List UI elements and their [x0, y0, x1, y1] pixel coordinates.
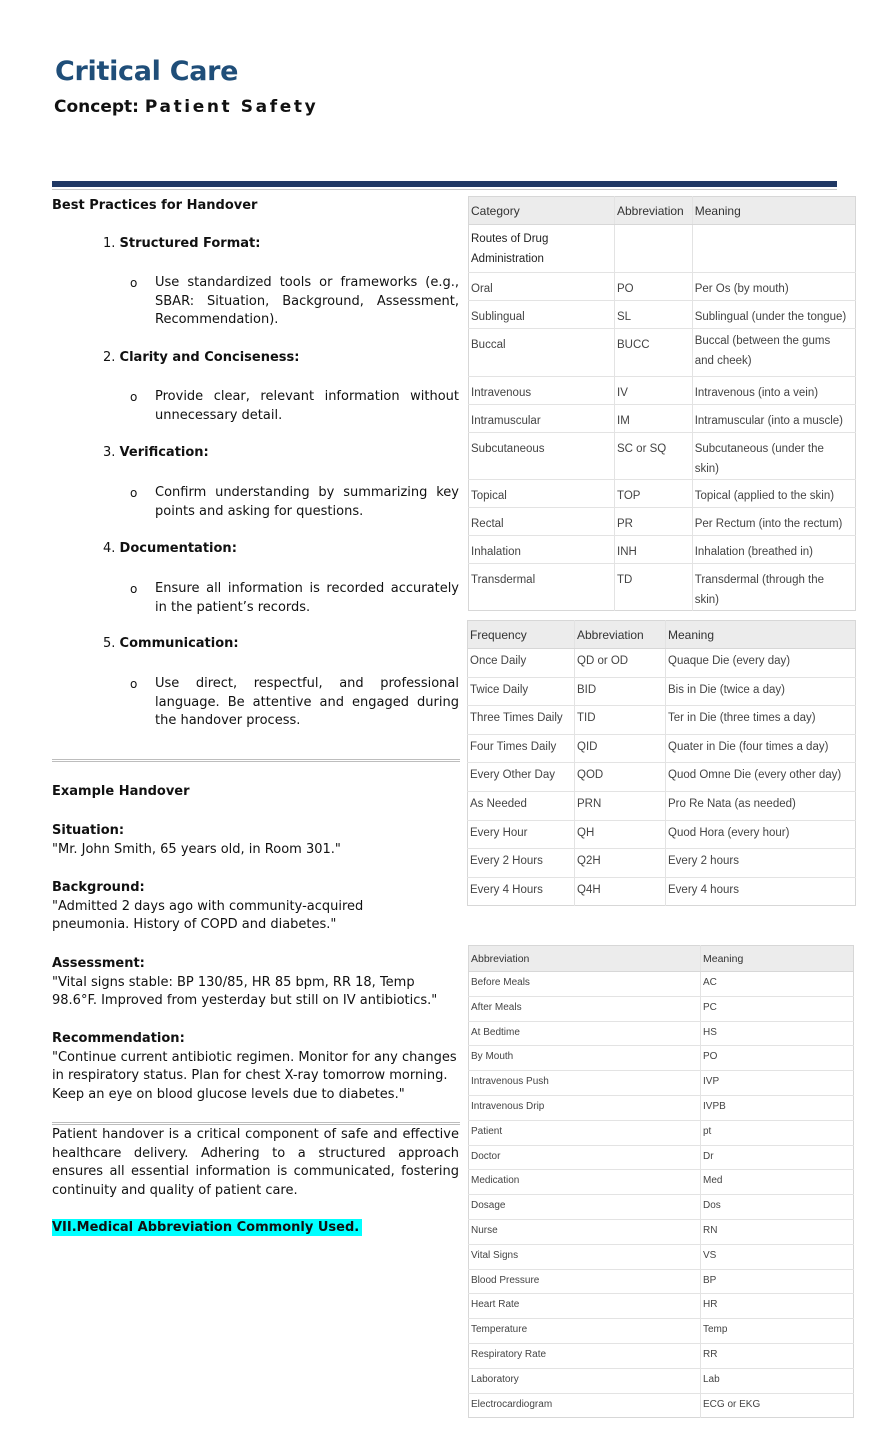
table-row — [468, 849, 856, 878]
table-cell: Every Hour — [468, 820, 575, 849]
handover-heading: Best Practices for Handover — [52, 198, 258, 213]
handover-item-3 — [103, 445, 209, 460]
table-cell: BID — [575, 677, 666, 706]
column-header: Abbreviation — [615, 197, 693, 225]
table-row — [468, 706, 856, 735]
table-cell: Four Times Daily — [468, 734, 575, 763]
table-cell: Oral — [469, 273, 615, 301]
item-title: Structured Format: — [119, 236, 261, 251]
concept-line — [54, 97, 318, 117]
table-row — [469, 329, 856, 377]
item-bullet: Use direct, respectful, and professional language. Be attentive and engaged during the handover process. — [155, 676, 459, 728]
table-row — [468, 877, 856, 906]
item-number: 5. — [103, 636, 116, 651]
table-cell: PC — [701, 996, 854, 1021]
abbreviation-section-heading — [52, 1219, 362, 1238]
table-cell: Blood Pressure — [469, 1269, 701, 1294]
table-cell: Every 4 hours — [666, 877, 856, 906]
table-cell: Inhalation — [469, 536, 615, 564]
table-cell: SC or SQ — [615, 433, 693, 480]
table-cell: Bis in Die (twice a day) — [666, 677, 856, 706]
table-row — [469, 377, 856, 405]
section-label: Background: — [52, 880, 145, 895]
section-divider — [52, 1122, 460, 1125]
table-cell: Transdermal (through the skin) — [692, 564, 855, 611]
table-row — [469, 564, 856, 611]
table-row — [469, 1269, 854, 1294]
bullet-icon: o — [130, 677, 138, 691]
table-cell: Once Daily — [468, 649, 575, 678]
table-cell: Nurse — [469, 1219, 701, 1244]
section-label: Assessment: — [52, 956, 145, 971]
table-row — [469, 996, 854, 1021]
column-header: Meaning — [666, 621, 856, 649]
section-text: "Admitted 2 days ago with community-acquired pneumonia. History of COPD and diabetes." — [52, 898, 364, 932]
table-row — [469, 1046, 854, 1071]
table-cell: Med — [701, 1170, 854, 1195]
concept-prefix: Concept: — [54, 97, 139, 117]
column-header: Abbreviation — [469, 946, 701, 972]
table-cell: QD or OD — [575, 649, 666, 678]
bullet-icon: o — [130, 486, 138, 500]
table-header-row — [469, 946, 854, 972]
bullet-icon: o — [130, 276, 138, 290]
table-cell: By Mouth — [469, 1046, 701, 1071]
example-background — [52, 879, 432, 935]
table-row — [469, 1319, 854, 1344]
table-cell: BUCC — [615, 329, 693, 377]
table-row — [469, 1294, 854, 1319]
table-cell: Intravenous — [469, 377, 615, 405]
abbreviations-table — [468, 945, 854, 1418]
section-text: "Continue current antibiotic regimen. Monitor for any changes in respiratory status. Plan for chest X-ray tomorrow morning. Keep an eye on blood glucose levels due to diabetes." — [52, 1049, 457, 1102]
header-rule-thin — [52, 189, 837, 190]
column-header: Category — [469, 197, 615, 225]
table-cell: IVP — [701, 1071, 854, 1096]
table-cell: INH — [615, 536, 693, 564]
item-title: Verification: — [119, 445, 209, 460]
table-cell: Buccal (between the gums and cheek) — [692, 329, 855, 377]
table-row — [469, 1368, 854, 1393]
table-row — [469, 273, 856, 301]
section-divider — [52, 759, 460, 762]
table-row — [468, 791, 856, 820]
table-cell: BP — [701, 1269, 854, 1294]
table-cell: As Needed — [468, 791, 575, 820]
table-cell: PR — [615, 508, 693, 536]
column-header: Meaning — [692, 197, 855, 225]
table-header-row — [468, 621, 856, 649]
highlighted-heading: VII.Medical Abbreviation Commonly Used. — [52, 1219, 362, 1236]
table-row — [469, 1071, 854, 1096]
handover-item-5 — [103, 636, 239, 651]
table-cell: QH — [575, 820, 666, 849]
table-row — [469, 301, 856, 329]
table-cell: VS — [701, 1244, 854, 1269]
table-cell: Before Meals — [469, 972, 701, 997]
table-cell: IM — [615, 405, 693, 433]
table-cell: Medication — [469, 1170, 701, 1195]
table-row — [469, 1170, 854, 1195]
bullet-icon: o — [130, 582, 138, 596]
table-cell: Every Other Day — [468, 763, 575, 792]
page-title: Critical Care — [55, 56, 239, 87]
table-cell: Topical (applied to the skin) — [692, 480, 855, 508]
table-cell: AC — [701, 972, 854, 997]
table-cell: Temperature — [469, 1319, 701, 1344]
table-cell: HR — [701, 1294, 854, 1319]
item-number: 3. — [103, 445, 116, 460]
item-title: Communication: — [119, 636, 239, 651]
table-cell: Intravenous Drip — [469, 1095, 701, 1120]
table-cell: Every 2 Hours — [468, 849, 575, 878]
table-cell: Transdermal — [469, 564, 615, 611]
table-row — [469, 972, 854, 997]
section-label: Recommendation: — [52, 1031, 185, 1046]
table-cell: TID — [575, 706, 666, 735]
item-bullet: Ensure all information is recorded accurately in the patient’s records. — [155, 581, 459, 615]
table-row — [468, 763, 856, 792]
table-row — [469, 536, 856, 564]
table-row — [469, 1095, 854, 1120]
table-cell: RR — [701, 1343, 854, 1368]
table-row — [469, 1244, 854, 1269]
table-cell: Subcutaneous — [469, 433, 615, 480]
table-cell: QOD — [575, 763, 666, 792]
example-situation — [52, 822, 460, 859]
table-cell: Laboratory — [469, 1368, 701, 1393]
example-recommendation — [52, 1030, 460, 1104]
item-number: 1. — [103, 236, 116, 251]
table-cell: At Bedtime — [469, 1021, 701, 1046]
table-cell: Every 4 Hours — [468, 877, 575, 906]
table-cell: Routes of Drug Administration — [469, 225, 615, 273]
table-cell: TD — [615, 564, 693, 611]
table-cell: Per Os (by mouth) — [692, 273, 855, 301]
table-cell: Q2H — [575, 849, 666, 878]
table-row — [469, 1021, 854, 1046]
table-row — [469, 225, 856, 273]
item-bullet: Provide clear, relevant information without unnecessary detail. — [155, 389, 459, 423]
table-cell: Temp — [701, 1319, 854, 1344]
section-text: "Vital signs stable: BP 130/85, HR 85 bpm, RR 18, Temp 98.6°F. Improved from yesterday but still on IV antibiotics." — [52, 974, 438, 1008]
table-cell: Sublingual — [469, 301, 615, 329]
handover-item-4 — [103, 541, 237, 556]
table-row — [469, 1195, 854, 1220]
table-cell: Heart Rate — [469, 1294, 701, 1319]
table-cell: Every 2 hours — [666, 849, 856, 878]
table-cell: Inhalation (breathed in) — [692, 536, 855, 564]
header-rule — [52, 181, 837, 187]
table-cell: Rectal — [469, 508, 615, 536]
table-cell: pt — [701, 1120, 854, 1145]
item-title: Documentation: — [119, 541, 237, 556]
table-cell: Quater in Die (four times a day) — [666, 734, 856, 763]
table-cell: IV — [615, 377, 693, 405]
table-cell: ECG or EKG — [701, 1393, 854, 1418]
table-row — [469, 1393, 854, 1418]
table-row — [469, 405, 856, 433]
bullet-icon: o — [130, 390, 138, 404]
table-row — [469, 480, 856, 508]
table-cell: TOP — [615, 480, 693, 508]
summary-paragraph: Patient handover is a critical component of safe and effective healthcare delivery. Adhering to a structured approach ensures all essential information is communicated, fostering continuity and quality of patient care. — [52, 1127, 459, 1198]
table-row — [469, 1219, 854, 1244]
table-cell: Electrocardiogram — [469, 1393, 701, 1418]
example-heading: Example Handover — [52, 784, 190, 799]
column-header: Frequency — [468, 621, 575, 649]
table-cell: Pro Re Nata (as needed) — [666, 791, 856, 820]
concept-name: Patient Safety — [144, 97, 319, 117]
handover-item-1 — [103, 236, 260, 251]
table-cell: Vital Signs — [469, 1244, 701, 1269]
table-row — [468, 677, 856, 706]
table-cell: HS — [701, 1021, 854, 1046]
item-bullet: Use standardized tools or frameworks (e.g., SBAR: Situation, Background, Assessment, Recommendation). — [155, 275, 459, 327]
section-text: "Mr. John Smith, 65 years old, in Room 301." — [52, 841, 341, 857]
table-header-row — [469, 197, 856, 225]
table-cell: SL — [615, 301, 693, 329]
table-cell: Twice Daily — [468, 677, 575, 706]
frequency-table — [467, 620, 856, 906]
table-row — [469, 1145, 854, 1170]
item-number: 4. — [103, 541, 116, 556]
table-cell: Subcutaneous (under the skin) — [692, 433, 855, 480]
table-cell: Intramuscular (into a muscle) — [692, 405, 855, 433]
handover-item-2 — [103, 350, 299, 365]
table-cell: PO — [615, 273, 693, 301]
table-row — [469, 1120, 854, 1145]
table-cell: Three Times Daily — [468, 706, 575, 735]
table-row — [469, 433, 856, 480]
example-assessment — [52, 955, 452, 1011]
table-cell — [615, 225, 693, 273]
table-cell: Quaque Die (every day) — [666, 649, 856, 678]
table-row — [468, 734, 856, 763]
table-cell: Lab — [701, 1368, 854, 1393]
table-cell — [692, 225, 855, 273]
table-cell: Intramuscular — [469, 405, 615, 433]
table-row — [468, 649, 856, 678]
table-cell: Quod Hora (every hour) — [666, 820, 856, 849]
table-cell: Respiratory Rate — [469, 1343, 701, 1368]
section-label: Situation: — [52, 823, 125, 838]
table-cell: Dos — [701, 1195, 854, 1220]
table-cell: Intravenous (into a vein) — [692, 377, 855, 405]
table-cell: Patient — [469, 1120, 701, 1145]
item-title: Clarity and Conciseness: — [119, 350, 300, 365]
table-cell: Buccal — [469, 329, 615, 377]
table-cell: Topical — [469, 480, 615, 508]
table-cell: QID — [575, 734, 666, 763]
table-cell: After Meals — [469, 996, 701, 1021]
table-row — [469, 508, 856, 536]
table-cell: Q4H — [575, 877, 666, 906]
table-row — [469, 1343, 854, 1368]
table-cell: Intravenous Push — [469, 1071, 701, 1096]
table-cell: Ter in Die (three times a day) — [666, 706, 856, 735]
column-header: Meaning — [701, 946, 854, 972]
column-header: Abbreviation — [575, 621, 666, 649]
item-number: 2. — [103, 350, 116, 365]
table-cell: IVPB — [701, 1095, 854, 1120]
table-cell: RN — [701, 1219, 854, 1244]
table-cell: Doctor — [469, 1145, 701, 1170]
table-cell: Sublingual (under the tongue) — [692, 301, 855, 329]
table-cell: PO — [701, 1046, 854, 1071]
table-cell: Dr — [701, 1145, 854, 1170]
table-cell: Per Rectum (into the rectum) — [692, 508, 855, 536]
table-cell: Quod Omne Die (every other day) — [666, 763, 856, 792]
routes-table — [468, 196, 856, 611]
table-cell: Dosage — [469, 1195, 701, 1220]
table-cell: PRN — [575, 791, 666, 820]
table-row — [468, 820, 856, 849]
item-bullet: Confirm understanding by summarizing key points and asking for questions. — [155, 485, 459, 519]
